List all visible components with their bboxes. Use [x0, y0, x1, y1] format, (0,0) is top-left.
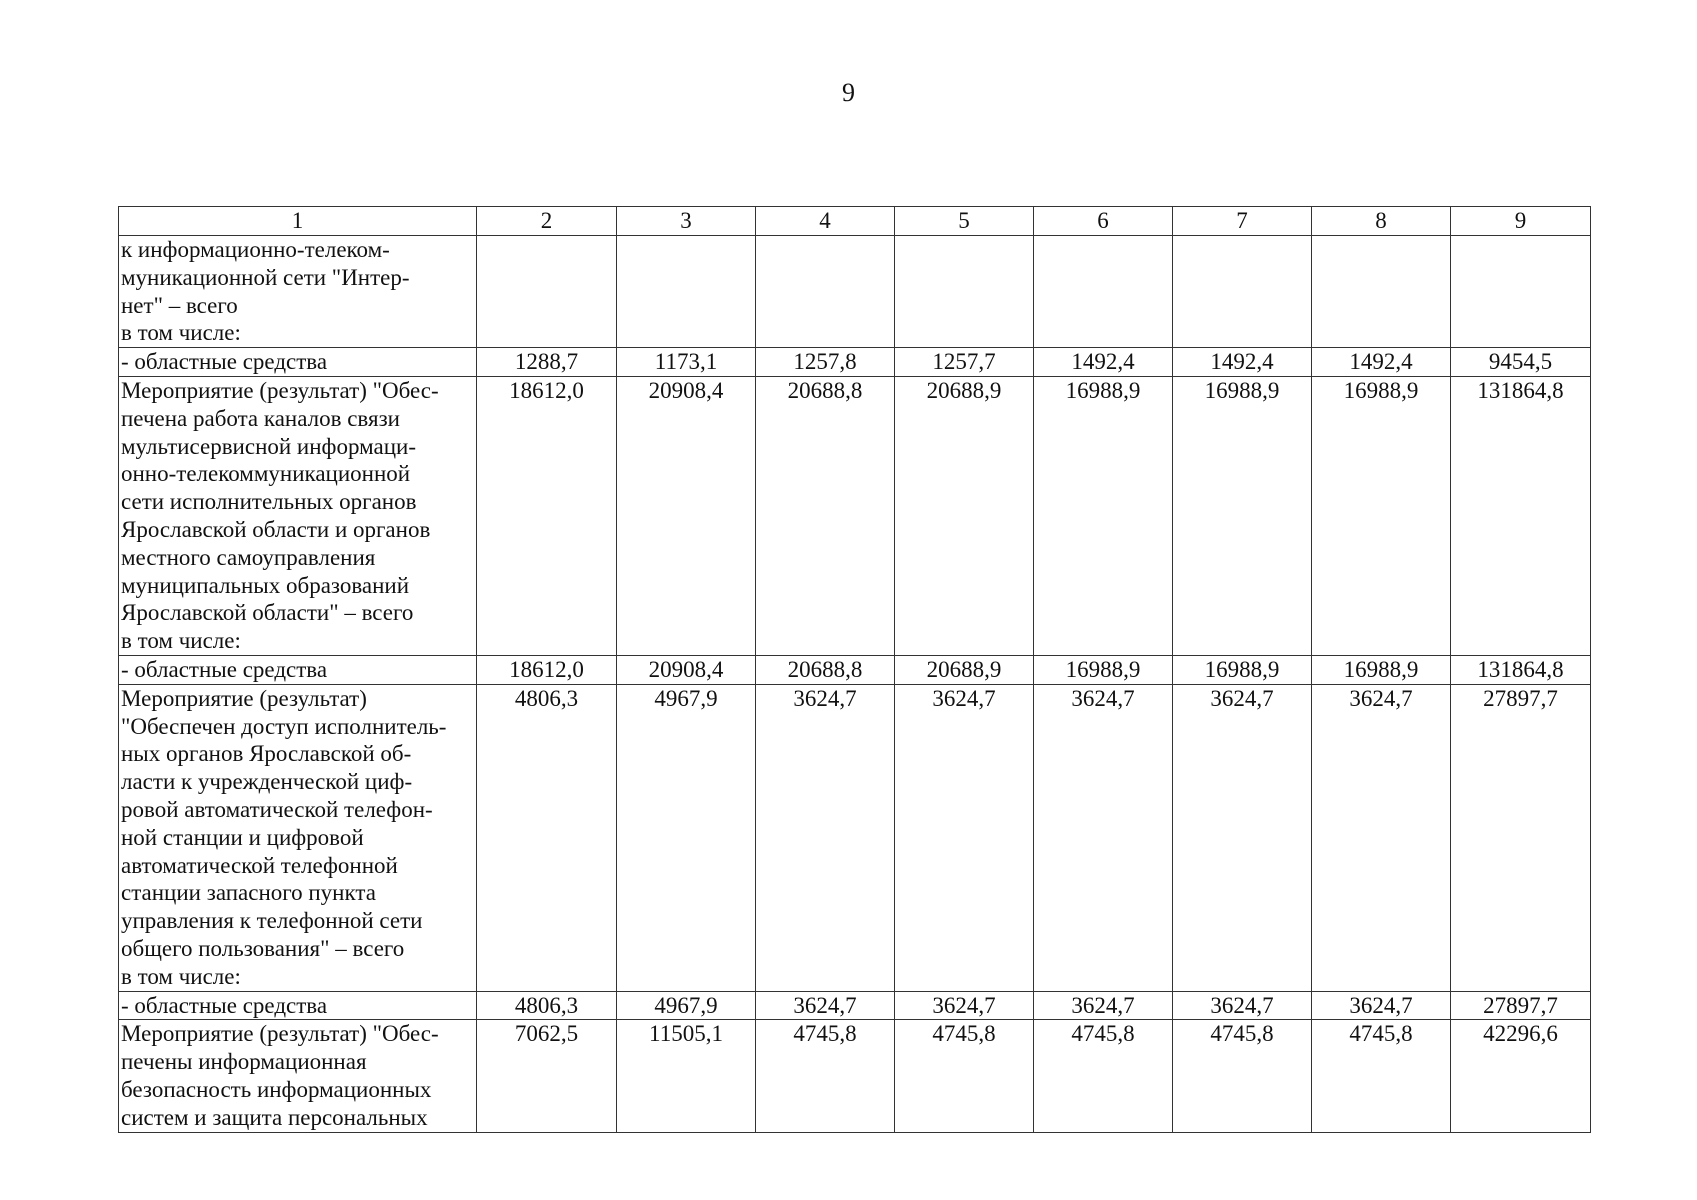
value-cell: 42296,6: [1451, 1020, 1591, 1132]
value-cell: [617, 236, 756, 348]
value-cell: 3624,7: [895, 684, 1034, 991]
value-cell: 1257,8: [756, 348, 895, 377]
header-cell: 6: [1034, 207, 1173, 236]
row-label-line: сети исполнительных органов: [121, 489, 417, 515]
value-cell: 4745,8: [1312, 1020, 1451, 1132]
value-cell: 16988,9: [1173, 655, 1312, 684]
value-cell: 18612,0: [477, 655, 617, 684]
column-number-header: [119, 207, 1591, 236]
value-cell: 131864,8: [1451, 376, 1591, 655]
table-row: [119, 1020, 1591, 1132]
value-cell: [1312, 236, 1451, 348]
row-label-line: "Обеспечен доступ исполнитель-: [121, 713, 447, 739]
header-cell: 7: [1173, 207, 1312, 236]
value-cell: [1173, 236, 1312, 348]
value-cell: 16988,9: [1312, 655, 1451, 684]
row-label-line: ной станции и цифровой: [121, 824, 364, 850]
table-row: [119, 236, 1591, 348]
row-label-line: муниципальных образований: [121, 572, 410, 598]
value-cell: 3624,7: [895, 991, 1034, 1020]
row-label-line: автоматической телефонной: [121, 852, 398, 878]
table-row: [119, 376, 1591, 655]
row-label-line: местного самоуправления: [121, 544, 376, 570]
row-label-line: Мероприятие (результат) "Обес-: [121, 377, 439, 403]
value-cell: 11505,1: [617, 1020, 756, 1132]
row-label-line: ных органов Ярославской об-: [121, 741, 412, 767]
value-cell: 16988,9: [1173, 376, 1312, 655]
row-label-line: станции запасного пункта: [121, 880, 376, 906]
value-cell: 27897,7: [1451, 684, 1591, 991]
value-cell: 1492,4: [1173, 348, 1312, 377]
row-label-line: печены информационная: [121, 1049, 367, 1075]
header-cell: 9: [1451, 207, 1591, 236]
value-cell: 27897,7: [1451, 991, 1591, 1020]
value-cell: 3624,7: [1034, 684, 1173, 991]
row-label: [119, 348, 477, 377]
page-number: 9: [842, 78, 855, 107]
value-cell: 1288,7: [477, 348, 617, 377]
value-cell: 20688,9: [895, 376, 1034, 655]
value-cell: 3624,7: [1034, 991, 1173, 1020]
value-cell: 20908,4: [617, 376, 756, 655]
value-cell: 16988,9: [1034, 655, 1173, 684]
value-cell: 3624,7: [756, 684, 895, 991]
row-label-line: нет" – всего: [121, 292, 238, 318]
value-cell: 3624,7: [1312, 684, 1451, 991]
value-cell: 4806,3: [477, 684, 617, 991]
row-label-line: печена работа каналов связи: [121, 405, 400, 431]
value-cell: 7062,5: [477, 1020, 617, 1132]
row-label-line: - областные средства: [121, 992, 328, 1018]
value-cell: 4806,3: [477, 991, 617, 1020]
table-row: [119, 655, 1591, 684]
value-cell: 20688,8: [756, 655, 895, 684]
row-label: [119, 376, 477, 655]
value-cell: 4745,8: [756, 1020, 895, 1132]
value-cell: 4967,9: [617, 684, 756, 991]
row-label-line: Мероприятие (результат): [121, 685, 367, 711]
value-cell: 20688,8: [756, 376, 895, 655]
value-cell: 4745,8: [1173, 1020, 1312, 1132]
row-label: [119, 236, 477, 348]
row-label-line: муникационной сети "Интер-: [121, 264, 410, 290]
value-cell: 1173,1: [617, 348, 756, 377]
value-cell: 3624,7: [756, 991, 895, 1020]
table-row: [119, 684, 1591, 991]
row-label-line: - областные средства: [121, 349, 328, 375]
value-cell: 3624,7: [1173, 684, 1312, 991]
header-cell: 4: [756, 207, 895, 236]
value-cell: [756, 236, 895, 348]
value-cell: 1492,4: [1312, 348, 1451, 377]
value-cell: 1492,4: [1034, 348, 1173, 377]
header-cell: 1: [119, 207, 477, 236]
row-label-line: управления к телефонной сети: [121, 908, 423, 934]
row-label-line: в том числе:: [121, 320, 241, 346]
value-cell: 3624,7: [1312, 991, 1451, 1020]
value-cell: 18612,0: [477, 376, 617, 655]
value-cell: 20688,9: [895, 655, 1034, 684]
row-label-line: ровой автоматической телефон-: [121, 796, 433, 822]
row-label-line: к информационно-телеком-: [121, 237, 390, 262]
row-label-line: безопасность информационных: [121, 1076, 432, 1102]
value-cell: [895, 236, 1034, 348]
value-cell: 131864,8: [1451, 655, 1591, 684]
value-cell: [1034, 236, 1173, 348]
table-row: [119, 348, 1591, 377]
row-label: [119, 991, 477, 1020]
value-cell: 4967,9: [617, 991, 756, 1020]
row-label-line: общего пользования" – всего: [121, 935, 405, 961]
row-label-line: онно-телекоммуникационной: [121, 461, 411, 487]
value-cell: [1451, 236, 1591, 348]
value-cell: 20908,4: [617, 655, 756, 684]
row-label-line: Ярославской области" – всего: [121, 600, 414, 626]
table-row: [119, 991, 1591, 1020]
row-label-line: систем и защита персональных: [121, 1104, 428, 1130]
header-cell: 2: [477, 207, 617, 236]
row-label-line: мультисервисной информаци-: [121, 433, 416, 459]
row-label: [119, 655, 477, 684]
row-label-line: - областные средства: [121, 656, 328, 682]
row-label-line: в том числе:: [121, 963, 241, 989]
value-cell: 4745,8: [1034, 1020, 1173, 1132]
header-cell: 3: [617, 207, 756, 236]
value-cell: [477, 236, 617, 348]
budget-table: [118, 206, 1591, 1133]
row-label-line: Ярославской области и органов: [121, 516, 431, 542]
header-cell: 8: [1312, 207, 1451, 236]
value-cell: 4745,8: [895, 1020, 1034, 1132]
value-cell: 9454,5: [1451, 348, 1591, 377]
row-label-line: в том числе:: [121, 628, 241, 654]
row-label: [119, 1020, 477, 1132]
row-label-line: Мероприятие (результат) "Обес-: [121, 1021, 439, 1047]
value-cell: 16988,9: [1034, 376, 1173, 655]
row-label: [119, 684, 477, 991]
value-cell: 1257,7: [895, 348, 1034, 377]
value-cell: 16988,9: [1312, 376, 1451, 655]
row-label-line: ласти к учрежденческой циф-: [121, 769, 413, 795]
value-cell: 3624,7: [1173, 991, 1312, 1020]
header-cell: 5: [895, 207, 1034, 236]
